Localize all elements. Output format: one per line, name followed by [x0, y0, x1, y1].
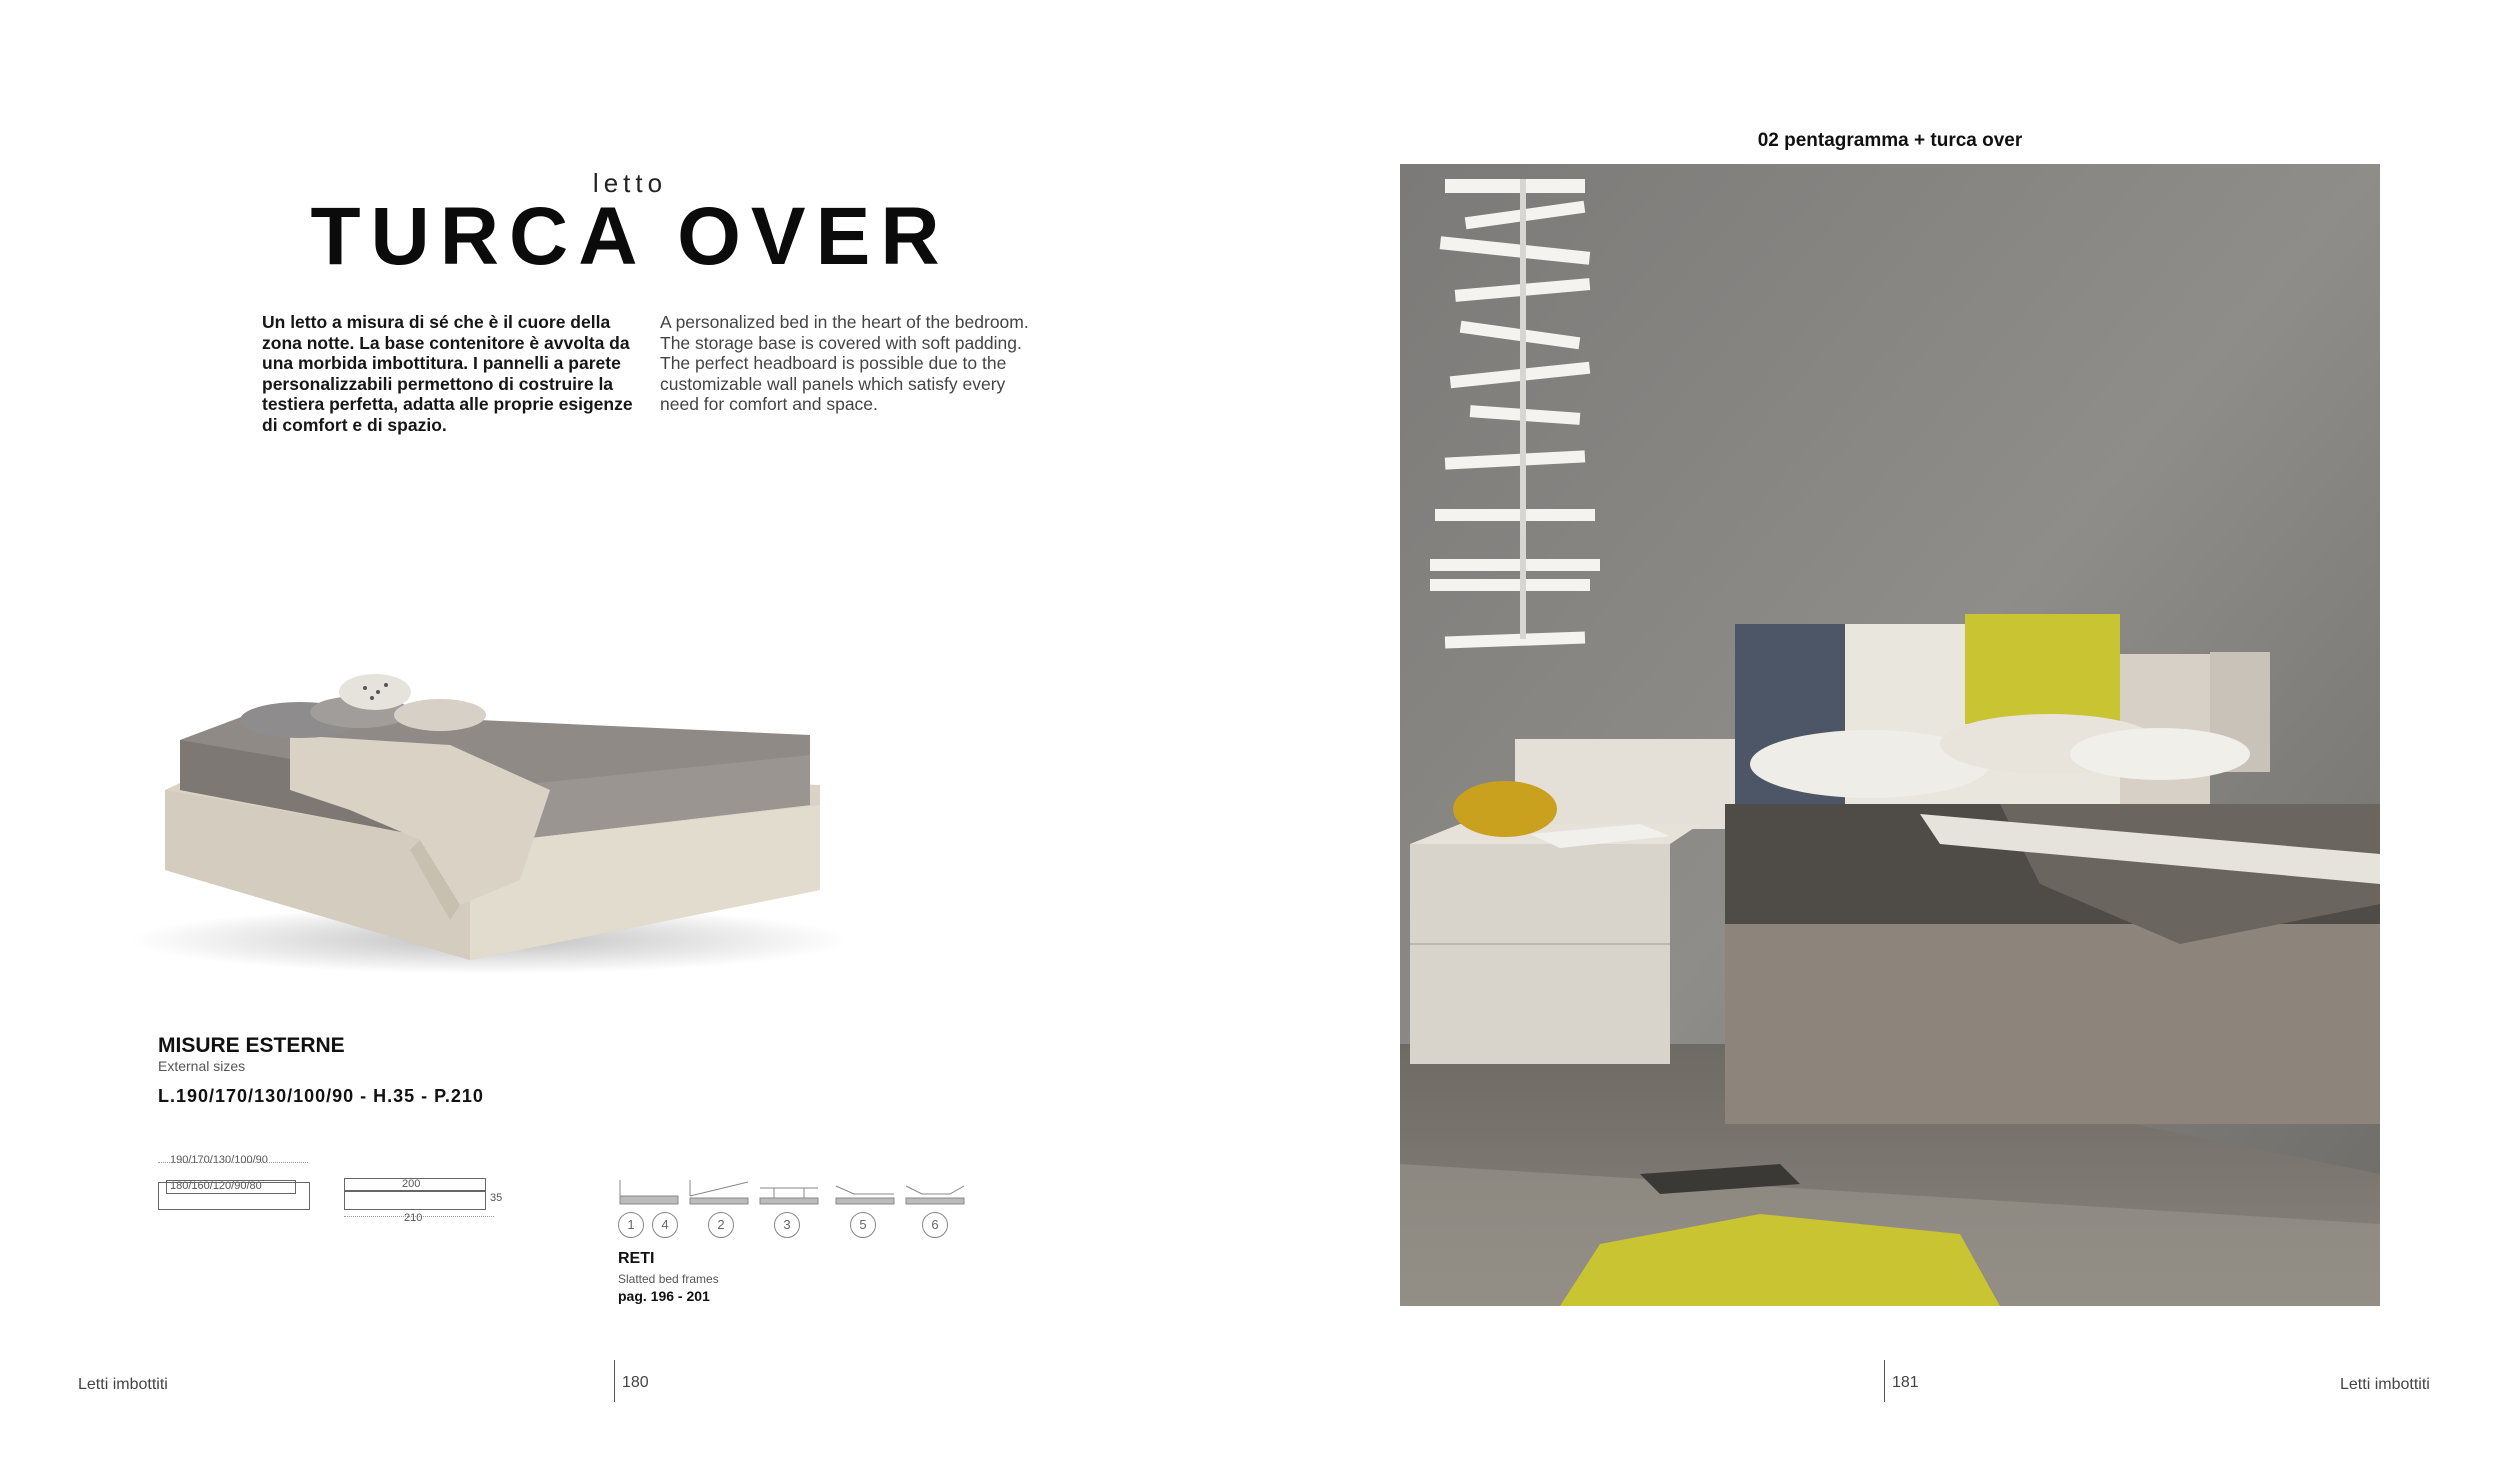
reti-title: RETI [618, 1250, 655, 1267]
sizes-subtitle: External sizes [158, 1058, 246, 1074]
sizes-values: L.190/170/130/100/90 - H.35 - P.210 [158, 1086, 484, 1106]
footer-right-divider [1884, 1360, 1885, 1402]
frame-number-1: 1 [618, 1212, 644, 1238]
headboard-panel-yellow [1965, 614, 2120, 724]
frame-icon-lift-side [690, 1180, 748, 1204]
height-label: 35 [490, 1192, 503, 1204]
description-english: A personalized bed in the heart of the bedroom. The storage base is covered with soft padding. The perfect headboard is possible due to the customizable wall panels which satisfy every need for comfort and space. [660, 312, 1029, 414]
outer-width-label: 190/170/130/100/90 [170, 1154, 268, 1166]
footer-left-page-number: 180 [622, 1374, 649, 1391]
dimension-diagram-top [150, 1150, 310, 1220]
bedroom-photo [1400, 164, 2380, 1306]
outer-rectangle [158, 1182, 310, 1210]
frame-number-4: 4 [652, 1212, 678, 1238]
footer-right-section: Letti imbottiti [2340, 1376, 2430, 1393]
frame-icon-adjustable [836, 1186, 894, 1204]
frame-number-6: 6 [922, 1212, 948, 1238]
frame-icon-motorized [906, 1186, 964, 1204]
dimension-diagram-side [340, 1176, 520, 1226]
kicker: letto [592, 168, 668, 198]
description-italian: Un letto a misura di sé che è il cuore della zona notte. La base contenitore è avvolta da una morbida imbottitura. I pannelli a parete personalizzabili permettono di costruire la testiera perfetta, adatta alle proprie esigenze di comfort e di spazio. [262, 312, 633, 435]
bed-frame-icons [618, 1176, 978, 1210]
yellow-bowl [1453, 781, 1557, 837]
reti-pages: pag. 196 - 201 [618, 1288, 710, 1304]
photo-caption: 02 pentagramma + turca over [1757, 130, 2023, 151]
footer-left-divider [614, 1360, 615, 1402]
outer-width-line [158, 1162, 308, 1163]
inner-width-label: 180/160/120/90/80 [170, 1180, 262, 1192]
frame-number-3: 3 [774, 1212, 800, 1238]
side-body-rectangle [344, 1190, 486, 1210]
frame-icon-lift-container [760, 1188, 818, 1204]
reti-subtitle: Slatted bed frames [618, 1272, 719, 1286]
frame-icon-fixed [620, 1180, 678, 1204]
frame-number-2: 2 [708, 1212, 734, 1238]
outer-depth-label: 210 [404, 1212, 423, 1224]
inner-depth-label: 200 [402, 1178, 421, 1190]
frame-number-5: 5 [850, 1212, 876, 1238]
sizes-title: MISURE ESTERNE [158, 1034, 345, 1057]
footer-left-section: Letti imbottiti [78, 1376, 168, 1393]
page-title: TURCA OVER [310, 191, 950, 282]
footer-right-page-number: 181 [1892, 1374, 1919, 1391]
product-image [120, 640, 860, 980]
